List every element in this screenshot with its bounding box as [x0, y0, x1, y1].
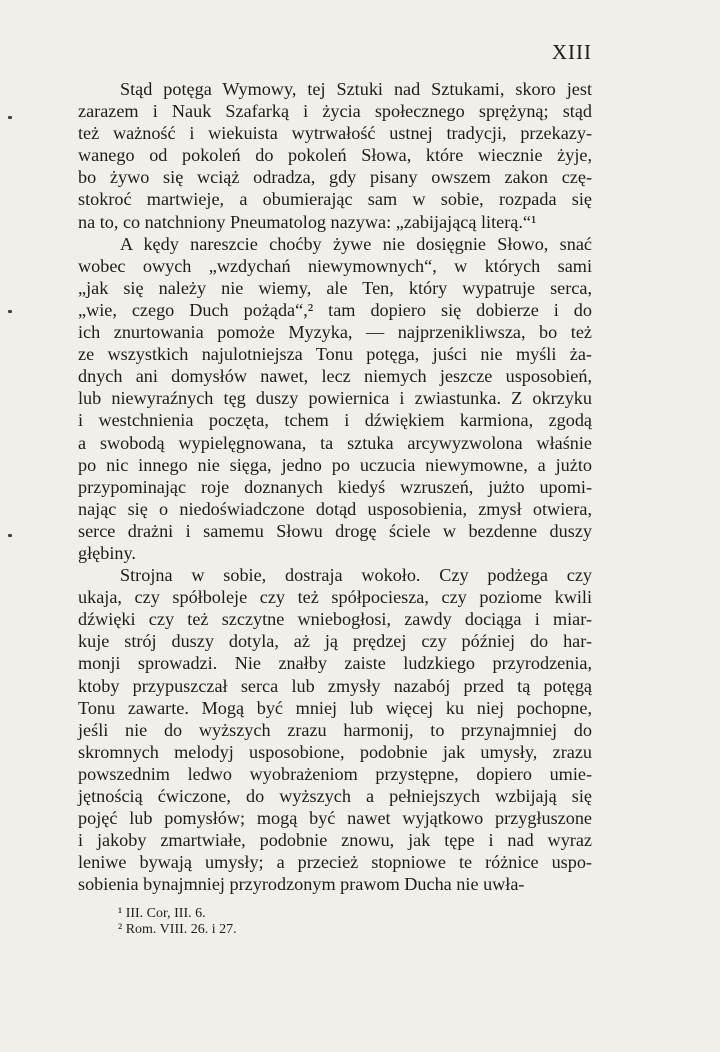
text-line: a swobodą wypielęgnowana, ta sztuka arcywyzwolona właśnie: [78, 432, 592, 453]
text-line: pojęć lub pomysłów; mogą być nawet wyjątkowo przygłuszone: [78, 808, 592, 829]
text-line: głębiny.: [78, 542, 136, 563]
text-line: wobec owych „wzdychań niewymownych“, w których sami: [78, 255, 592, 276]
text-line: Tonu zawarte. Mogą być mniej lub więcej ku niej pochopne,: [78, 697, 592, 718]
text-line: ich znurtowania pomoże Myzyka, — najprzenikliwsza, bo też: [78, 322, 592, 343]
text-line: na to, co natchniony Pneumatolog nazywa: „zabijającą literą.“¹: [78, 211, 537, 232]
text-line: serce drażni i samemu Słowu drogę ściele w bezdenne duszy: [78, 520, 592, 541]
text-line: „jak się należy nie wiemy, ale Ten, który wypatruje serca,: [78, 277, 592, 298]
body-text: [78, 78, 592, 895]
text-line: monji sprowadzi. Nie znałby zaiste ludzkiego przyrodzenia,: [78, 653, 592, 674]
footnote: ² Rom. VIII. 26. i 27.: [118, 922, 237, 937]
text-line: i jakoby zmartwiałe, podobnie znowu, jak tępe i nad wyraz: [78, 830, 592, 851]
text-line: dźwięki czy też szczytne wniebogłosi, zawdy dociąga i miar-: [78, 609, 592, 630]
footnote: ¹ III. Cor, III. 6.: [118, 906, 206, 921]
text-line: nając się o niedoświadczone dotąd usposobienia, zmysł otwiera,: [78, 498, 592, 519]
text-line: powszednim ledwo wyobrażeniom przystępne, dopiero umie-: [78, 763, 592, 784]
text-line: też ważność i wiekuista wytrwałość ustnej tradycji, przekazy-: [78, 123, 592, 144]
text-line: ukaja, czy spółboleje czy też spółpociesza, czy poziome kwili: [78, 587, 592, 608]
text-line: jętnością ćwiczone, do wyższych a pełniejszych wzbijają się: [78, 786, 592, 806]
text-line: przypominając roje doznanych kiedyś wzruszeń, jużto upomi-: [78, 476, 592, 497]
text-line: wanego od pokoleń do pokoleń Słowa, które wiecznie żyje,: [78, 145, 592, 166]
scan-speck: [8, 534, 12, 537]
scan-speck: [8, 310, 12, 313]
text-line: jeśli nie do wyższych zrazu harmonij, to przynajmniej do: [78, 719, 592, 740]
text-line: sobienia bynajmniej przyrodzonym prawom Ducha nie uwła-: [78, 874, 525, 895]
text-line: Strojna w sobie, dostraja wokoło. Czy podżega czy: [120, 565, 592, 586]
text-line: po nic innego nie sięga, jedno po uczucia niewymowne, a jużto: [78, 454, 592, 475]
text-line: ze wszystkich najulotniejsza Tonu potęga, juści nie myśli ża-: [78, 344, 592, 365]
text-line: leniwe bywają umysły; a przecież stopniowe te różnice uspo-: [78, 852, 592, 873]
text-line: ktoby przypuszczał serca lub zmysły nazabój przed tą potęgą: [78, 675, 592, 696]
text-line: skromnych melodyj usposobione, podobnie jak umysły, zrazu: [78, 741, 592, 762]
footnotes: [118, 906, 237, 938]
text-line: „wie, czego Duch pożąda“,² tam dopiero się dobierze i do: [78, 299, 592, 320]
text-line: kuje strój duszy dotyla, aż ją prędzej czy później do har-: [78, 631, 592, 652]
text-line: i westchnienia poczęta, tchem i dźwiękiem karmiona, zgodą: [78, 410, 592, 431]
text-line: lub niewyraźnych tęg duszy powiernica i zwiastunka. Z okrzyku: [78, 388, 592, 409]
paragraph: [78, 564, 592, 895]
text-line: dnych ani domysłów nawet, lecz niemych jeszcze usposobień,: [78, 366, 592, 387]
paragraph: [78, 78, 592, 233]
text-line: Stąd potęga Wymowy, tej Sztuki nad Sztukami, skoro jest: [120, 79, 592, 99]
text-line: A kędy nareszcie choćby żywe nie dosięgnie Słowo, snać: [120, 233, 592, 254]
paragraph: [78, 233, 592, 564]
text-line: zarazem i Nauk Szafarką i życia społecznego sprężyną; stąd: [78, 101, 592, 122]
scan-speck: [8, 116, 12, 119]
page-number: XIII: [551, 40, 592, 64]
text-line: stokroć martwieje, a obumierając sam w sobie, rozpada się: [78, 189, 592, 210]
text-line: bo żywo się wciąż odradza, gdy pisany owszem zakon czę-: [78, 167, 592, 188]
